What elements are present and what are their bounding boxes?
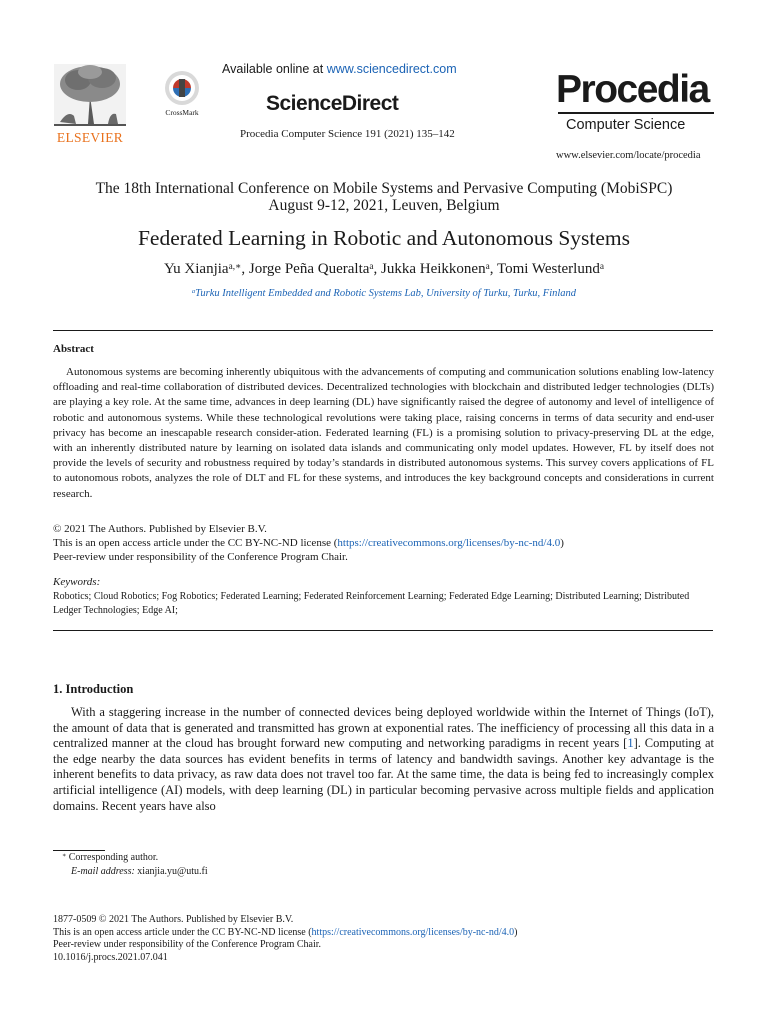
author-separator: , [373, 261, 382, 277]
copyright-line: © 2021 The Authors. Published by Elsevier B.V. [53, 523, 267, 535]
author-affil-mark: a [599, 261, 604, 272]
footnote-email-address[interactable]: xianjia.yu@utu.fi [137, 866, 208, 877]
peer-review-line: Peer-review under responsibility of the Conference Program Chair. [53, 551, 348, 563]
footnote-email-label: E-mail address: [71, 866, 135, 877]
author-separator: , [241, 261, 249, 277]
paper-title: Federated Learning in Robotic and Autonomous Systems [137, 226, 631, 250]
intro-text-part: With a staggering increase in the number of connected devices being deployed worldwide within the Internet of Things (IoT), the amount of data that is generated and transmitted has grown at exponential rates. The inefficiency of processing all this data in a centralized manner at the cloud has brought forward new computing and networking paradigms in recent years [ [53, 705, 714, 751]
footnote-corresponding [62, 852, 158, 863]
conference-date: August 9-12, 2021, Leuven, Belgium [268, 197, 500, 214]
affiliation [0, 288, 768, 299]
procedia-subtitle: Computer Science [566, 117, 686, 133]
footer-license-line [53, 927, 517, 940]
sciencedirect-link[interactable]: www.sciencedirect.com [326, 62, 457, 76]
crossmark-label: CrossMark [165, 108, 199, 117]
abstract-text: Autonomous systems are becoming inherently ubiquitous with the advancements of computing and communication solutions enabling low-latency offloading and real-time collaboration of distributed devices. Decentralized technologies with blockchain and distributed ledger technologies (DLTs) are playing a key role. At the same time, advances in deep learning (DL) have significantly raised the degree of autonomy and level of intelligence of robotic and autonomous systems. While these technological revolutions were taking place, raising concerns in terms of data security and end-user privacy has become an inescapable research consider-ation. Federated learning (FL) is a promising solution to privacy-preserving DL at the edge, with an inherently distributed nature by learning on isolated data islands and communicating only model updates. However, FL by itself does not provide the levels of security and robustness required by today’s standards in distributed autonomous systems. This survey covers applications of FL to autonomous robots, analyzes the role of DLT and FL for these systems, and introduces the key background concepts and considerations in current research. [53, 366, 714, 500]
procedia-divider [558, 112, 714, 114]
author-affil-mark: a,∗ [228, 261, 242, 272]
keywords-heading: Keywords: [53, 576, 101, 588]
author-affil-mark: a [369, 261, 374, 272]
license-suffix: ) [560, 537, 564, 549]
sciencedirect-logo: ScienceDirect [266, 92, 399, 115]
footer-license-prefix: This is an open access article under the CC BY-NC-ND license ( [53, 926, 312, 938]
footnote-rule [53, 850, 105, 851]
conference-name: The 18th International Conference on Mobile Systems and Pervasive Computing (MobiSPC) [95, 180, 673, 197]
keywords-text: Robotics; Cloud Robotics; Fog Robotics; Federated Learning; Federated Reinforcement Learning; Federated Edge Learning; Distributed Learning; Distributed Ledger Technologies; Edge AI; [53, 591, 690, 616]
footnote-email [71, 866, 208, 877]
author-list [0, 261, 768, 278]
footer-license-suffix: ) [514, 926, 518, 938]
footer-doi[interactable]: 10.1016/j.procs.2021.07.041 [53, 951, 168, 963]
author-separator: , [489, 261, 497, 277]
procedia-logo: Procedia [556, 68, 709, 111]
footnote-corresponding-text: Corresponding author. [68, 852, 159, 863]
license-link[interactable]: https://creativecommons.org/licenses/by-nc-nd/4.0 [337, 537, 561, 549]
author-name: Yu Xianjia [164, 261, 229, 277]
footer-issn: 1877-0509 [53, 914, 97, 925]
crossmark-icon [164, 70, 200, 106]
elsevier-wordmark: ELSEVIER [56, 130, 124, 145]
journal-reference: Procedia Computer Science 191 (2021) 135–142 [240, 128, 455, 140]
abstract-heading: Abstract [53, 343, 94, 355]
author-name: Jorge Peña Queralta [248, 261, 370, 277]
citation-link[interactable]: 1 [627, 736, 634, 751]
abstract-bottom-rule [53, 630, 713, 631]
author-affil-mark: a [485, 261, 490, 272]
available-prefix: Available online at [222, 62, 327, 76]
elsevier-logo [50, 60, 130, 150]
affiliation-text[interactable]: Turku Intelligent Embedded and Robotic Systems Lab, University of Turku, Turku, Finland [195, 288, 577, 299]
footer-peer-review: Peer-review under responsibility of the Conference Program Chair. [53, 939, 322, 951]
footer-license-link[interactable]: https://creativecommons.org/licenses/by-nc-nd/4.0 [311, 926, 515, 938]
rights-statement [53, 522, 564, 564]
license-prefix: This is an open access article under the CC BY-NC-ND license ( [53, 537, 338, 549]
journal-url[interactable]: www.elsevier.com/locate/procedia [556, 150, 701, 161]
introduction-heading: 1. Introduction [53, 682, 134, 696]
affiliation-mark: a [191, 288, 196, 296]
license-line [53, 536, 564, 550]
footer-copyright: © 2021 The Authors. Published by Elsevier B.V. [98, 914, 294, 925]
intro-text-part: ]. Computing at the edge nearby the data sources has evident benefits in terms of latency and bandwidth savings. Another key advantage is the inherent benefits to data privacy, as raw data does not travel too far. At the same time, the data is being fed to increasingly complex artificial intelligence (AI) models, with deep learning (DL) in particular becoming pervasive across multiple fields and application domains. Recent years have also [53, 736, 714, 813]
author-name: Jukka Heikkonen [381, 261, 486, 277]
footnote-mark: ∗ [62, 852, 67, 860]
author-name: Tomi Westerlund [496, 261, 600, 277]
abstract-top-rule [53, 330, 713, 331]
introduction-text [53, 705, 714, 814]
footer-issn-line [53, 914, 517, 927]
page-footer [53, 914, 517, 964]
available-online [222, 62, 457, 76]
crossmark-badge[interactable] [158, 70, 206, 120]
